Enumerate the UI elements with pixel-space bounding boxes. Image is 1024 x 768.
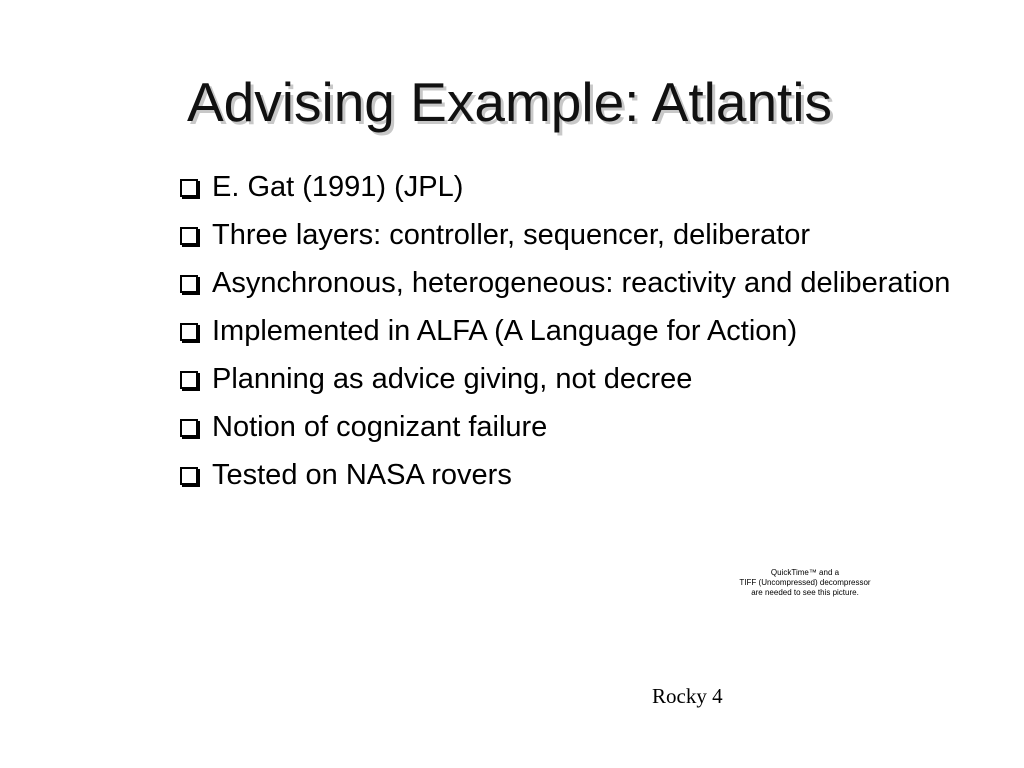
- bullet-item: [178, 456, 958, 495]
- bullet-item: [178, 360, 958, 399]
- bullet-item: [178, 216, 958, 255]
- bullet-item: [178, 312, 958, 351]
- bullet-text: Asynchronous, heterogeneous: reactivity and deliberation: [212, 267, 951, 299]
- image-placeholder: [738, 568, 872, 598]
- hollow-square-icon: [180, 371, 198, 389]
- bullet-text: E. Gat (1991) (JPL): [212, 171, 464, 203]
- slide-title: Advising Example: Atlantis: [187, 71, 833, 133]
- hollow-square-icon: [180, 275, 198, 293]
- bullet-list: [178, 168, 958, 504]
- bullet-item: [178, 408, 958, 447]
- hollow-square-icon: [180, 179, 198, 197]
- placeholder-line: QuickTime™ and a: [770, 568, 840, 577]
- bullet-text: Planning as advice giving, not decree: [212, 363, 693, 395]
- bullet-text: Tested on NASA rovers: [212, 459, 512, 491]
- placeholder-line: TIFF (Uncompressed) decompressor: [739, 578, 871, 587]
- placeholder-line: are needed to see this picture.: [751, 588, 859, 597]
- hollow-square-icon: [180, 419, 198, 437]
- image-caption: Rocky 4: [652, 684, 723, 708]
- hollow-square-icon: [180, 323, 198, 341]
- hollow-square-icon: [180, 227, 198, 245]
- hollow-square-icon: [180, 467, 198, 485]
- bullet-item: [178, 168, 958, 207]
- bullet-text: Notion of cognizant failure: [212, 411, 548, 443]
- bullet-text: Three layers: controller, sequencer, deliberator: [212, 219, 811, 251]
- bullet-text: Implemented in ALFA (A Language for Action): [212, 315, 798, 347]
- bullet-item: [178, 264, 958, 303]
